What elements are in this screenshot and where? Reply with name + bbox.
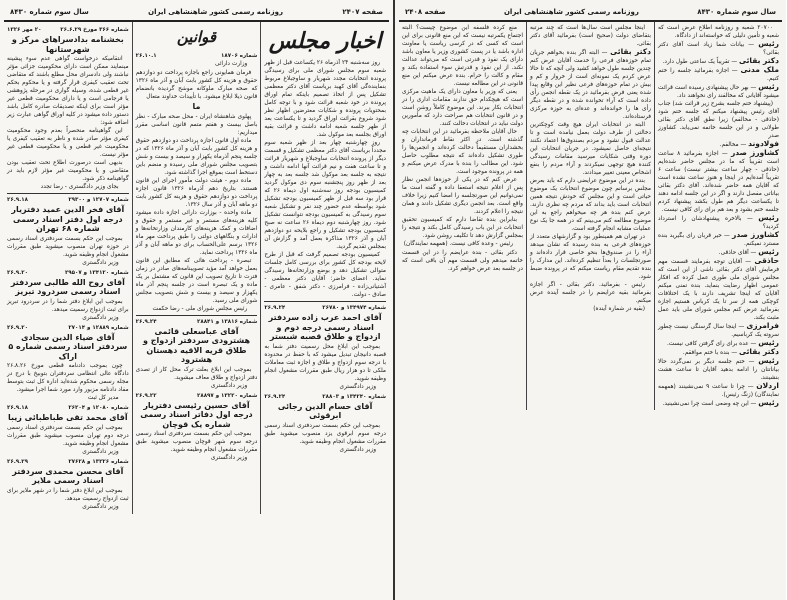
speaker-name: رئیس — [758, 213, 779, 222]
paragraph: بدیهی است درصورت اطلاع تحت تعقیب بودن متقاضی و یا محکومیت غیر مؤثر لازم باید در گواهینامه ذکر شود. — [6, 160, 129, 182]
speech-text: — عده برای رای گرفتن کافی نیست. — [666, 341, 757, 347]
paragraph: روز چهارشنبه چهار بعد از ظهر شعبه سوم مجدداً بریاست آقای دکتر معظمی تشکیل و قسمت دیگر از پرونده انتخابات ساوجبلاغ و شهریار قرائت و تا ساعت هفت و نیم قرائت آنها ادامه داشت و نتیجه به جلسه بعد موکول شد جلسه بعد به چهار بعد از ظهر روز پنجشنبه سوم دی موکول گردید کمیسیون بودجه روز سه‌شنبه اول دیماه ۲۶ که قرار بود سه قبل از ظهر کمیسیون بودجه تشکیل شود بواسطه عدم حضور چند نفر و تشکیل شعبه سوم رسیدگی به کمیسیون بودجه نتوانست تشکیل شود. روز چهارشنبه دوم دیماه ۲۶ ساعت نه صبح کمیسیون بودجه تشکیل و راجع بلایحه دو دوازدهم آبان و آذر ۱۳۲۶ مذاکره بعمل آمد و گزارش آن بمجلس تقدیم گردید. — [264, 140, 386, 250]
paragraph: بموجب این حکم بسمت سردفتری اسناد رسمی درجه سوم ابرقوی یزد منصوب میشوید طبق مقررات مشغول انجام وظیفه شوید. — [264, 422, 386, 445]
page-number: صفحه ۲۴۰۷ — [342, 7, 383, 16]
reference-number: شماره ۱۳۴۲۴۰ و ۲۸۸۰۳ — [322, 393, 386, 400]
paragraph: یعنی که وزیر یا معاون دارای یک ماهیت مرکزی است که هیچکدام حق ندارند مقامات اداری را در انتخابات بکار ببرند. این موضوع کاملاً روشن است و در قانون انتخابات هم صراحت دارد که مأمورین دولت نباید در انتخابات دخالت کنند. — [402, 89, 523, 127]
paragraph: البته در انتخابات ایران هیچ وقت کوچکترین دخالتی از طرف دولت بعمل نیامده است و تا عدالت قبول نشود و مردم بصندوق‌ها اعتماد نکنند نتیجه‌ای حاصل نمیشود. در جریان انتخابات این دوره وقتی شکایات میرسید مقامات رسیدگی کننده هیچ توجهی نمیکردند و آراء مردم را بنفع اشخاص معینی تغییر میدادند. — [530, 122, 651, 176]
speech-entry — [658, 40, 779, 57]
article-heading: آقای روح الله طالبی سردفتر اسناد رسمی سردرود تبریز — [10, 277, 125, 296]
reference-date: ۲۶.۹.۲۰ — [6, 324, 28, 331]
reference-number: شماره ۱۲۰۸۰ و ۲۶۲۰۴ — [68, 405, 129, 411]
reference-number: شماره ۱۳۸۱۶ و ۲۸۸۴۱ — [196, 318, 258, 325]
reference-number: شماره ۳۶۶ مورخ ۲۶.۶.۲۹ — [60, 27, 129, 33]
article-heading: آقای ضیاء الدین سجادی سردفتر اسناد رسمی شماره ۵ اراک — [8, 332, 128, 361]
speech-text: — خیر قربان رای بگیرید بنده مسترد نمیکنم. — [658, 233, 779, 247]
paragraph: ماده دوم - هیئت دولت مأمور اجرای این قانون هستند. بتاریخ دهم آذرماه ۱۳۲۶ قانون اجازه پرداخت دو دوازدهم حقوق و هزینه کل کشور بابت دو ماهه آبان و آذر سال ۱۳۲۶. — [135, 177, 258, 208]
speech-entry — [658, 382, 779, 399]
speech-entry — [658, 322, 779, 339]
column — [399, 22, 526, 410]
speech-entry — [530, 48, 651, 121]
paragraph: ۲۰۷۰۰ شعبه و روزنامه اطلاع عرض است که شعبه و تأمین دلیلی که خواسته‌اند از دادگاه. — [658, 25, 779, 39]
article-heading: آقای محسن محمدی سردفتر اسناد رسمی ملایر — [12, 466, 124, 485]
paragraph: بنده در این موضوع عرایضی دارم که باید بعرض مجلس برسانم چون موضوع انتخابات یک موضوع حیاتی است و این مجلس که خودش نتیجه همین انتخابات است باید بداند که مردم چه نظری دارند. عرض کنم بنده هر چه میخواهم راجع به این موضوع مطالعه کنم می‌بینم که در همه جا یک نوع عملیات مشابه انجام گرفته است. — [530, 178, 651, 232]
speaker-name: اردلان — [756, 381, 780, 390]
paragraph: بموجب این ابلاغ محل رسمیت دفتر شما به قصبه دانیجان تبدیل میشود که با حفظ در محدوده با درجه سوم ازدواج و طلاق و اجازه ثبت معاملات ملکی تا دو هزار ریال طبق مقررات مشغول انجام وظیفه شوید. — [264, 343, 386, 382]
paragraph: بموجب این ابلاغ دفتر شما را در شهر ملایر برای ثبت ازدواج رسمیت میدهد. — [6, 487, 129, 502]
reference-number: شماره ۱۸۷۰۶ — [221, 53, 258, 59]
reference-date: ۲۶.۱۰.۱ — [135, 53, 157, 59]
signature-line: رئیس - وعده کافی نیست. (همهمه نمایندگان) — [403, 241, 513, 247]
paragraph: تبصره - پرداخت هائی که مطابق این قانون بعمل خواهد آمد مؤید تصویبنامه‌های صادر در زمان فترت تا تاریخ تصویب این قانون که مشتمل بر یک ماده و یک تبصره است در جلسه پنجم آذر ماه یکهزار و سیصد و بیست و شش بتصویب مجلس شورای ملی رسید. — [135, 257, 258, 304]
signature-line: وزارت دارائی — [214, 61, 248, 67]
article-heading: آقای حسین رئیسی دفتریار درجه اول دفاتر اسناد رسمی شماره یک قوچان — [140, 400, 253, 429]
paragraph: بموجب این حکم بسمت سردفتری اسناد رسمی درجه سوم شهر قوچان منصوب میشوید طبق مقررات مشغول انجام وظیفه شوید. — [135, 431, 258, 453]
article-heading: بخشنامه بدادسراهای مرکز و شهرستانها — [11, 35, 124, 54]
left-page — [0, 0, 393, 600]
reference-line — [7, 324, 129, 332]
divider — [7, 193, 129, 194]
speech-text: — مخالفم. — [719, 142, 747, 148]
reference-line — [7, 269, 129, 277]
signature-line: وزیر دادگستری — [82, 314, 119, 321]
signature-line: وزیر دادگستری — [210, 382, 248, 389]
article-heading: ما — [192, 102, 201, 111]
speaker-name: رئیس — [758, 338, 779, 347]
reference-line — [136, 318, 258, 326]
signature-line: مدیر کل ثبت — [87, 395, 119, 401]
divider — [264, 301, 386, 302]
paragraph: فرمان همایونی راجع باجازه پرداخت دو دوازدهم حقوق و هزینه کل کشور بابت آبان و آذر ماه ۱۳۲۶ که صحه مبارک ملوکانه موشح گردیده بانضمام قانون ذیلا ابلاغ میشود. با تأییدات خداوند متعال — [135, 70, 258, 100]
paragraph: انتقامیکه درخواست گواهی عدم سوء پیشینه مینمایند ممکن است دارای محکومیت جزائی مؤثر نباشند ولی دادسرای محل مطلع باشند که متقاضی تحت تعقیب کیفری قرار گرفته و یا محکوم بحکم غیر قطعی شده، وسیله گواری در مرحله پژوهشی یا فرجامی است و یا دارای محکومیت قطعی غیر مؤثر است برای اینکه تصدیقات صادره کامل باشد دستور داده میشود در کلیه اوراق گواهی عبارت زیر اضافه شود: — [6, 56, 129, 126]
speech-entry — [658, 357, 779, 382]
article-heading: آقای عباسعلی قائمی هشترودی سردفتر ازدواج و طلاق قریه الاقیه دهستان هشترود — [142, 326, 250, 364]
columns — [399, 22, 782, 410]
reference-number: شماره ۱۳۲۲۶ و ۲۷۶۲۸ — [68, 458, 129, 465]
reference-line — [7, 196, 129, 204]
speech-text: — اینجا سال گرسنگی نیست چطور سروته یک کرباسیم. — [658, 324, 779, 338]
speech-text: — ختم جلسه دیگر بر نمی‌گردد حالا بیاناتتان را ادامه بدهید آقایان تا ساعت هشت بنشینند. — [658, 359, 779, 381]
reference-number: شماره ۱۲۸۸۹ و ۲۷۰۱۴ — [68, 324, 129, 331]
paragraph: کمیسیون بودجه تصمیم گرفت که قبل از طرح لایحه بودجه کل کشور برای بررسی کامل جلسات متوالی تشکیل دهد و بوضع وزارتخانه‌ها رسیدگی نماید. اعضای حاضر: آقایان دکتر معظمی - آشتیانی‌زاده - فرامرزی - دکتر شفق - عامری - صادق - دولت. — [264, 252, 386, 298]
speaker-name: فولادوند — [748, 139, 779, 148]
paragraph: رئیس - بفرمائید. دکتر بقائی - اگر اجازه بفرمائید بقیه عرایضم را در جلسه آینده عرض میکنم. — [530, 282, 651, 304]
speaker-name: فرامرزی — [746, 321, 779, 330]
page-header — [4, 5, 389, 22]
paragraph: عرض کنم که در یکی از حوزه‌ها انجمن نظار پس از اعلام نتیجه استعفا داده و گفته است ما نمی‌توانیم این صورتجلسه را امضا کنیم زیرا خلاف واقع است. بعد انجمن دیگری تشکیل دادند و همان نتیجه را اعلام کردند. — [402, 177, 523, 215]
paragraph: اینجا مجلس است سال‌ها است که چند مرتبه بتقاضای دولت (صحیح است) بفرمائید آقای دکتر بقائی. — [530, 25, 651, 47]
speech-entry — [658, 399, 779, 408]
speech-entry — [658, 214, 779, 231]
speech-text: — بنده با ختم موافقم. — [682, 350, 738, 356]
reference-number: شماره ۱۲۷۰۷ و ۲۹۳۰۰ — [68, 197, 129, 203]
article-heading: آقای حسام الدین رجائی ابرقوئی — [277, 401, 373, 420]
reference-line — [264, 304, 386, 312]
speaker-name: کشاورز صدر — [732, 230, 779, 239]
reference-date: ۲۶.۹.۲۴ — [264, 305, 286, 311]
speech-text: — بالاخره پیشنهادشان را استرداد کردید؟ — [658, 216, 779, 230]
reference-line — [7, 404, 129, 412]
reference-line — [136, 52, 258, 60]
paragraph: بموجب این ابلاغ بعلت ترک محل کار از تصدی دفتر ازدواج و طلاق معاف میشوید. — [135, 366, 258, 381]
speech-entry — [658, 66, 779, 83]
article-heading: آقای فخر الدین عمید دفتریار درجه اول دفتر اسناد رسمی شماره ۶۸ تهران — [11, 205, 125, 233]
signature-line: وزیر دادگستری — [210, 455, 248, 461]
speech-text: — آقای حاذقی. — [718, 250, 757, 256]
signature-line: رئیس مجلس شورای ملی - رضا حکمت — [152, 305, 248, 312]
paragraph: بموجب این حکم بسمت سردفتری اسناد رسمی در حوزه تهران منصوب میشوید طبق مقررات مشغول انجام وظیفه شوید. — [6, 235, 129, 258]
column — [4, 22, 132, 514]
reference-number: شماره ۱۳۲۲۰ و ۲۸۸۹۷ — [196, 392, 258, 399]
paragraph: پهلوی شاهنشاه ایران - محل صحه مبارک - نظر باصل بیست و هفتم متمم قانون اساسی مقرر میداریم: — [135, 113, 258, 136]
reference-date: ۲۶.۹.۲۴ — [264, 393, 286, 400]
speech-text: — البته اگر بنده بخواهم جریان تمام حوزه‌های فرعی را خدمت آقایان عرض کنم چندین جلسه طول خواهد کشید ولی آنچه که تا حالا عرض کردم یک نمونه‌ای است از خروار و کم و بیش در تمام حوزه‌های فرعی نظیر این وقایع پیدا شده یعنی فرض بفرمائید در یک نقطه انجمن رأی داده است که آراء تخوانده شده و در نقطه دیگر رأی ها را خوانده‌اند و عده‌ای به حوزه مرکزی فرستاده‌اند. — [530, 50, 651, 120]
reference-line — [7, 458, 129, 466]
paragraph: حال آقایان ملاحظه بفرمائید در این انتخابات چه گذشته است. در اکثر نقاط فرمانداران و بخشداران مستقیماً دخالت کرده‌اند و انجمن‌ها را طوری تشکیل داده‌اند که نتیجه مطلوب حاصل شود. این مطالب را بنده با مدرک عرض میکنم و همه در پرونده موجود است. — [402, 129, 523, 175]
signature-line: وزیر دادگستری — [339, 446, 376, 453]
column — [132, 22, 261, 514]
issue-number: سال سوم شماره ۸۴۳۰ — [10, 7, 89, 16]
speech-text: — این چه وضعی است چرا نمی‌نشینید. — [662, 401, 757, 407]
gazette-title: روزنامه رسمی کشور شاهنشاهی ایران — [503, 7, 639, 16]
paragraph: ماده واحده - بوزارت دارائی اجازه داده میشود کلیه هزینه‌های مستمر و غیر مستمر و حقوق و اضافات و کمک هزینه‌های کارمندان وزارتخانه‌ها و ادارات و بنگاههای دولتی را طبق پرداخت مهر ماه ۱۳۲۶ برسم علی‌الحساب برای دو ماهه آبان و آذر ماه ۱۳۲۶ پرداخت نماید. — [135, 209, 258, 256]
paragraph: (پیشنهاد ختم جلسه بشرح زیر قرائت شد) جناب آقای رئیس پیشنهاد میکنم که جلسه ختم شود (حاذقی - مخالفم) زیرا نطق آقای دکتر بقائی طولانی و در این جلسه خاتمه نمی‌یابد. کشاورز صدر — [658, 101, 779, 139]
speaker-name: رئیس — [758, 398, 779, 407]
column — [526, 22, 654, 410]
reference-date: ۲۶.۹.۲۲ — [135, 392, 157, 399]
signature-line: وزیر دادگستری — [82, 259, 119, 266]
column — [654, 22, 782, 410]
speech-text: — چرا تا ساعت ۹ نمی‌نشینند (همهمه نمایندگان) (زنگ رئیس). — [658, 384, 779, 398]
paragraph: (بقیه در شماره آینده) — [593, 306, 645, 312]
page-number: صفحه ۲۴۰۸ — [405, 7, 446, 16]
paragraph: در تهران هم همینطور بود و گزارشهای متعدد از حوزه‌های فرعی به بنده رسیده که نشان میدهد آراء را در صندوق‌ها بنحو خاصی قرار داده‌اند و صورتجلسات را بعداً تنظیم کرده‌اند. این مدارک را بنده تقدیم مقام ریاست میکنم که در پرونده ضبط شود. — [530, 234, 651, 280]
reference-date: ۲۶.۹.۱۸ — [6, 405, 28, 411]
speech-text: — بیانات شما زیاد است آقای دکتر بقائی؟ — [658, 42, 779, 56]
paragraph: منع کرده فلسفه این موضوع چیست؟ البته اجتماع یکمرتبه نیست که این منع قانونی برای این است که کسی که در کرسی ریاست یا معاونت اداره باشد یا در پست کشوری وزیر یا معاون باشد دارای یک نفوذ و قدرتی است که می‌تواند عدالت نکند. از این نفوذ و قدرتش سوء استفاده بکند و مقام و کالت را حرام. بنده عرض میکنم این منع قانونی در این مطالعه نیست. — [402, 25, 523, 87]
page-header — [399, 5, 782, 22]
columns — [4, 22, 389, 514]
divider — [136, 315, 258, 316]
reference-date: ۲۶.۹.۲۹ — [6, 458, 28, 465]
paragraph: بموجب این حکم بسمت سردفتری اسناد رسمی درجه دوم تهران منصوب میشوید طبق مقررات مشغول انجام وظیفه شوید. — [6, 424, 129, 447]
issue-number: سال سوم شماره ۸۴۳۰ — [697, 7, 776, 16]
section-masthead: اخبار مجلس — [268, 28, 382, 54]
speech-text: — بهر حال پیشنهادی رسیده است قرائت میشود آقایانی که مخالفند رای نخواهند داد. — [658, 85, 779, 99]
speaker-name: حاذقی — [754, 256, 779, 265]
speech-entry — [658, 83, 779, 100]
reference-line — [136, 392, 258, 400]
right-page — [393, 0, 786, 600]
section-masthead: قوانین — [176, 28, 217, 46]
speaker-name: رئیس — [758, 39, 779, 48]
speech-text: — اجازه بفرمائید جلسه را ختم کنیم. — [658, 68, 779, 82]
speech-entry — [658, 149, 779, 214]
reference-number: شماره ۱۳۴۹۷۴ و ۲۶۷۸۰ — [322, 305, 386, 311]
reference-date: ۲۰ مهر ۱۳۲۶ — [6, 27, 42, 33]
paragraph: این گواهینامه منحصراً بعدم وجود محکومیت کیفری مؤثر صادر شده و ناظر به تعقیب کیفری یا محکومیت غیر قطعی و یا محکومیت قطعی غیر مؤثر نیست. — [6, 128, 129, 158]
signature-line: وزیر دادگستری — [339, 383, 376, 390]
reference-line — [264, 393, 386, 401]
reference-date: ۲۶.۹.۱۸ — [6, 197, 28, 203]
paragraph: بموجب این ابلاغ دفتر شما را در سردرود تبریز برای ثبت ازدواج رسمیت میدهد. — [6, 298, 129, 313]
reference-line — [7, 26, 129, 34]
paragraph: دکتر بقائی - بنده عرایضم را در این قسمت خاتمه میدهم ولی قسمت مهم آن باقی است که در جلسه بعد عرض خواهم کرد. — [402, 250, 523, 272]
speaker-name: کشاورز صدر — [730, 148, 779, 157]
article-heading: آقای احمد عرب زاده سردفتر اسناد رسمی درجه دوم و ازدواج و طلاق قصبه شبستر — [268, 313, 382, 341]
reference-date: ۲۶.۹.۲۰ — [6, 269, 28, 276]
paragraph: چون بموجب دادنامه قطعی مورخ ۲۶.۸.۲۶ دادگاه عالی انتظامی سردفتران بتوبیخ با درج در مجله رسمی محکوم شده‌اید اداره کل ثبت بتوسط مفاد دادنامه مزبور وارد مورد شما اجرا میشود. — [6, 363, 129, 393]
signature-line: وزیر دادگستری — [82, 448, 119, 455]
speech-entry — [658, 257, 779, 322]
speaker-name: رئیس — [758, 356, 779, 365]
speech-text: — اجازه بفرمائید ۸ ساعت است تقریباً که ما در مجلس حاضر شده‌ایم (حاذقی - چهار ساعت بیشتر نیست) ساعت ۶ تقریباً آمده‌ایم در اینجا و هنوز ساعت نشده است که آقایان همه حاضر شده‌اند. آقای دکتر بقائی بیاناتی مفصل دارند و اگر در این جلسه ادامه دهند تا یکساعت دیگر هم طول بکشد پیشنهاد کردم جلسه ختم بشود و بعد هم برای رای کافی نیست. — [658, 151, 779, 213]
column — [260, 22, 389, 514]
reference-date: ۲۶.۹.۲۴ — [135, 318, 157, 325]
speaker-name: دکتر بقائی — [610, 47, 651, 56]
speech-text: — تقریباً یک ساعتی طول دارد. — [662, 59, 738, 65]
speaker-name: رئیس — [758, 247, 779, 256]
speaker-name: ملک مدنی — [740, 65, 779, 74]
paragraph: روز سه‌شنبه ۲۴ آذرماه ۲۶ یکساعت قبل از ظهر شعبه سوم مجلس شورای ملی برای رسیدگی پرونده انتخابات مجدد شهریار و ساوجبلاغ مربوط بنماینده‌گی آقای کهبد بریاست آقای دکتر معظمی تشکیل پس از اتخاذ تصمیم باینکه تمام اوراق پرونده در خود شعبه قرائت شود و با توجه کامل بمحتویات پرونده و شکایات معترضین اظهار نظر شود شروع بقرائت اوراق گردید و تا یکساعت بعد از ظهر جلسه شعبه ادامه داشت و قرائت بقیه اوراق بجلسه بعد موکول شد. — [264, 60, 386, 138]
signature-line: بجای وزیر دادگستری - رضا تجدد — [40, 184, 119, 190]
article-heading: آقای محمد تقی طباطبائی زیبا — [8, 413, 128, 422]
paragraph: بنابراین بنده تقاضا دارم که کمیسیون تحقیق انتخابات در این باب رسیدگی کامل بکند و نتیجه را بمجلس گزارش دهد تا تکلیف روشن شود. — [402, 217, 523, 239]
speech-entry — [658, 231, 779, 248]
paragraph: ماده اول قانون اجازه پرداخت دو دوازدهم حقوق و هزینه کل کشور بابت آبان و آذر ماه ۱۳۲۶ که در جلسه پنجم آذرماه یکهزار و سیصد و بیست و شش بتصویب مجلس شورای ملی رسیده و منضم باین دستخط است بموقع اجرا گذاشته شود. — [135, 137, 258, 176]
signature-line: وزیر دادگستری — [82, 503, 119, 510]
speech-text: — آقایان توجه بفرمایند قسمت مهم فرمایش آقای دکتر بقائی ناشی از این است که مجلس شورای ملی طوری عمل کرده که افکار عمومی اظهار رضایت بنماید. بنده تمنی میکنم آقایان که اینجا تشریف دارند با یک اختلافات کوچکی همه از سر تا یک کرباس هستیم اجازه بفرمائید عرض کنم مجلس شورای ملی باید عمل مثبت بکند. — [658, 259, 779, 321]
speaker-name: دکتر بقائی — [739, 347, 779, 356]
reference-number: شماره ۱۳۴۱۲۰ و ۲۹۵۰۷ — [64, 269, 129, 276]
gazette-title: روزنامه رسمی کشور شاهنشاهی ایران — [148, 7, 284, 16]
speaker-name: رئیس — [758, 82, 779, 91]
speaker-name: دکتر بقائی — [739, 56, 779, 65]
